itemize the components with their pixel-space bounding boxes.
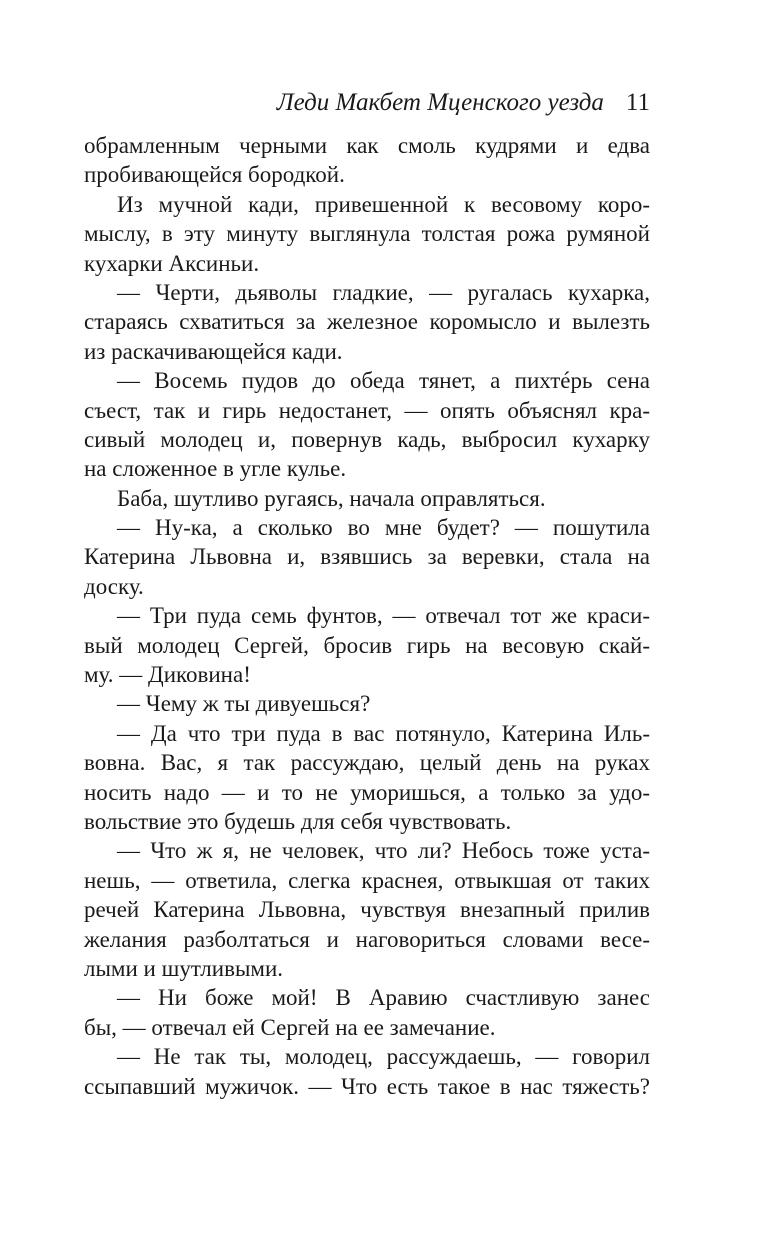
- running-head: [84, 86, 650, 120]
- text-line: на сложенное в угле кулье.: [84, 456, 347, 482]
- text-line: доску.: [84, 573, 144, 599]
- text-line: кухарки Аксиньи.: [84, 250, 260, 276]
- text-line: — Черти, дьяволы гладкие, — ругалась кухарка,: [117, 279, 650, 305]
- text-line: желания разболтаться и наговориться словами весе-: [84, 926, 650, 952]
- text-line: — Три пуда семь фунтов, — отвечал тот же краси-: [117, 603, 650, 629]
- text-line: лыми и шутливыми.: [84, 955, 284, 981]
- text-line: из раскачивающейся кади.: [84, 338, 343, 364]
- body-text: [84, 131, 650, 1101]
- text-line: ссыпавший мужичок. — Что есть такое в нас тяжесть?: [84, 1073, 650, 1099]
- text-line: — Что ж я, не человек, что ли? Небось тоже уста-: [117, 838, 650, 864]
- page-number: 11: [625, 89, 650, 116]
- text-line: — Ну-ка, а сколько во мне будет? — пошутила: [117, 515, 650, 541]
- text-line: — Чему ж ты дивуешься?: [117, 691, 371, 717]
- text-line: вый молодец Сергей, бросив гирь на весовую скай-: [84, 632, 650, 658]
- text-line: — Ни боже мой! В Аравию счастливую занес: [117, 985, 650, 1011]
- text-line: стараясь схватиться за железное коромысло и вылезть: [84, 309, 650, 335]
- text-line: речей Катерина Львовна, чувствуя внезапный прилив: [84, 897, 650, 923]
- text-line: — Не так ты, молодец, рассуждаешь, — говорил: [117, 1044, 650, 1070]
- running-title: Леди Макбет Мценского уезда: [276, 89, 604, 116]
- text-line: — Да что три пуда в вас потянуло, Катерина Иль-: [117, 720, 650, 746]
- text-line: обрамленным черными как смоль кудрями и едва: [84, 133, 650, 158]
- text-line: сивый молодец и, повернув кадь, выбросил кухарку: [84, 426, 650, 452]
- text-line: нешь, — ответила, слегка краснея, отвыкшая от таких: [84, 867, 650, 893]
- text-line: Катерина Львовна и, взявшись за веревки, стала на: [84, 544, 650, 570]
- text-line: — Восемь пудов до обеда тянет, а пихтéрь сена: [117, 368, 650, 394]
- text-line: Из мучной кади, привешенной к весовому коро-: [117, 191, 650, 217]
- text-line: вовна. Вас, я так рассуждаю, целый день на руках: [84, 750, 650, 776]
- text-line: съест, так и гирь недостанет, — опять объяснял кра-: [84, 397, 650, 423]
- text-line: бы, — отвечал ей Сергей на ее замечание.: [84, 1014, 496, 1040]
- text-line: мыслу, в эту минуту выглянула толстая рожа румяной: [84, 221, 650, 247]
- text-line: Баба, шутливо ругаясь, начала оправляться.: [117, 485, 546, 511]
- text-line: му. — Диковина!: [84, 662, 251, 688]
- text-line: пробивающейся бородкой.: [84, 162, 345, 188]
- text-line: вольствие это будешь для себя чувствовать.: [84, 808, 512, 834]
- text-line: носить надо — и то не уморишься, а только за удо-: [84, 779, 650, 805]
